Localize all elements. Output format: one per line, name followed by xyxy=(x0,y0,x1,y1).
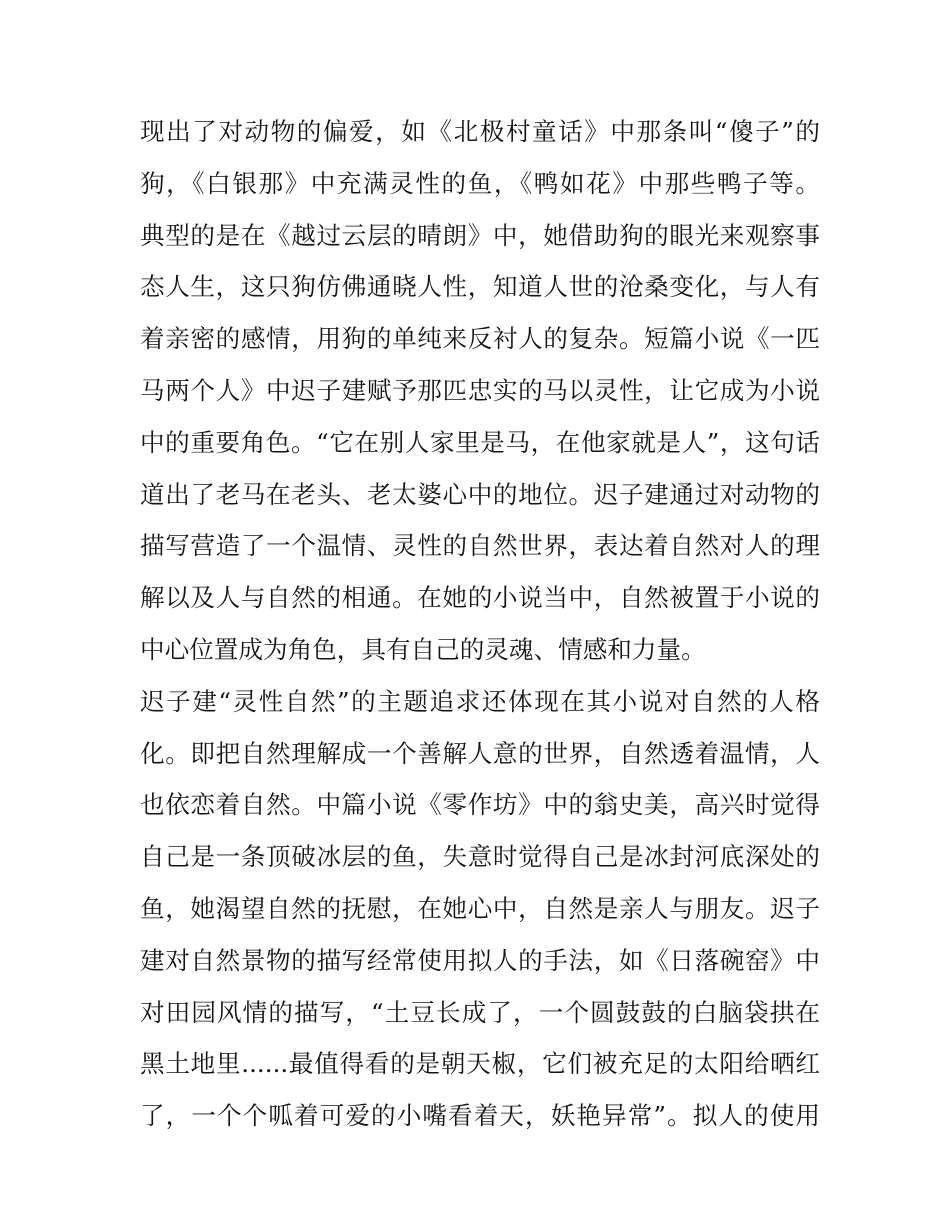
text-line-9: 描写营造了一个温情、灵性的自然世界，表达着自然对人的理 xyxy=(140,531,820,561)
text-line-18: 对田园风情的描写，“土豆长成了，一个圆鼓鼓的白脑袋拱在 xyxy=(140,997,820,1027)
text-line-16: 鱼，她渴望自然的抚慰，在她心中，自然是亲人与朋友。迟子 xyxy=(140,893,820,923)
text-line-5: 着亲密的感情，用狗的单纯来反衬人的复杂。短篇小说《一匹 xyxy=(140,324,820,354)
body-text xyxy=(140,106,820,1142)
text-line-10: 解以及人与自然的相通。在她的小说当中，自然被置于小说的 xyxy=(140,583,820,613)
text-line-14: 也依恋着自然。中篇小说《零作坊》中的翁史美，高兴时觉得 xyxy=(140,790,820,820)
text-line-11: 中心位置成为角色，具有自己的灵魂、情感和力量。 xyxy=(140,634,706,664)
text-line-12: 迟子建“灵性自然”的主题追求还体现在其小说对自然的人格 xyxy=(140,686,820,716)
text-line-19: 黑土地里......最值得看的是朝天椒，它们被充足的太阳给晒红 xyxy=(140,1049,820,1079)
text-line-4: 态人生，这只狗仿佛通晓人性，知道人世的沧桑变化，与人有 xyxy=(140,272,820,302)
text-line-8: 道出了老马在老头、老太婆心中的地位。迟子建通过对动物的 xyxy=(140,479,820,509)
text-line-1: 现出了对动物的偏爱，如《北极村童话》中那条叫“傻子”的 xyxy=(140,117,820,146)
text-line-13: 化。即把自然理解成一个善解人意的世界，自然透着温情，人 xyxy=(140,738,820,768)
text-line-7: 中的重要角色。“它在别人家里是马，在他家就是人”，这句话 xyxy=(140,427,820,457)
text-line-20: 了，一个个呱着可爱的小嘴看着天，妖艳异常”。拟人的使用 xyxy=(140,1101,820,1131)
text-line-15: 自己是一条顶破冰层的鱼，失意时觉得自己是冰封河底深处的 xyxy=(140,842,820,872)
text-line-6: 马两个人》中迟子建赋予那匹忠实的马以灵性，让它成为小说 xyxy=(140,375,820,405)
text-line-3: 典型的是在《越过云层的晴朗》中，她借助狗的眼光来观察事 xyxy=(140,220,820,250)
text-line-17: 建对自然景物的描写经常使用拟人的手法，如《日落碗窑》中 xyxy=(140,945,820,975)
text-line-2: 狗，《白银那》中充满灵性的鱼，《鸭如花》中那些鸭子等。 xyxy=(140,168,820,198)
